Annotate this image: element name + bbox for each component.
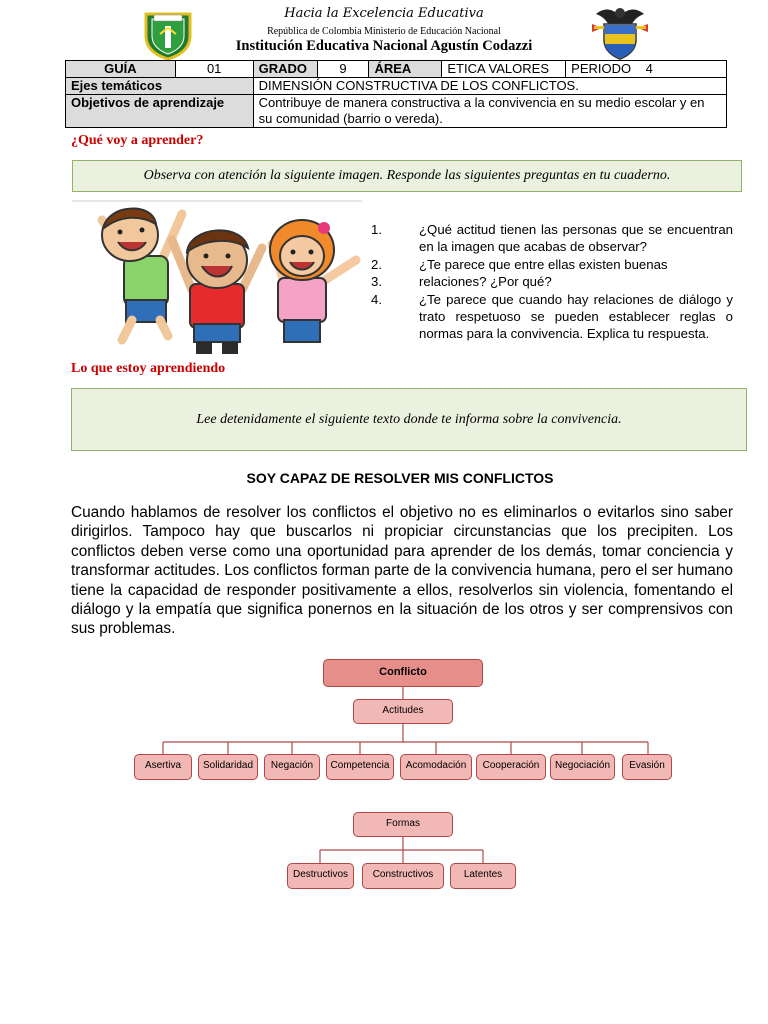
- article-title: SOY CAPAZ DE RESOLVER MIS CONFLICTOS: [246, 470, 554, 486]
- diagram-node-latentes: Latentes: [450, 863, 516, 889]
- guide-info-table: [65, 60, 727, 128]
- diagram-node-cooperacion: Cooperación: [476, 754, 546, 780]
- diagram-node-actitudes: Actitudes: [353, 699, 453, 724]
- questions-list: [371, 221, 733, 343]
- diagram-node-destructivos: Destructivos: [287, 863, 354, 889]
- diagram-node-solidaridad: Solidaridad: [198, 754, 258, 780]
- diagram-node-negacion: Negación: [264, 754, 320, 780]
- diagram-node-negociacion: Negociación: [550, 754, 615, 780]
- question-1: [371, 221, 733, 256]
- republic-ministry-line: República de Colombia Ministerio de Educación Nacional: [267, 26, 501, 37]
- guia-label: GUÍA: [66, 61, 176, 78]
- periodo-label: PERIODO: [571, 61, 632, 76]
- diagram-node-formas: Formas: [353, 812, 453, 837]
- question-text: ¿Te parece que entre ellas existen buenas: [419, 256, 668, 272]
- diagram-root-conflicto: Conflicto: [323, 659, 483, 687]
- objetivos-value: Contribuye de manera constructiva a la convivencia en su medio escolar y en su comunidad (barrio o vereda).: [253, 95, 726, 128]
- question-text: ¿Te parece que cuando hay relaciones de diálogo y trato respetuoso se pueden establecer reglas o normas para la convivencia. Explica tu respuesta.: [419, 291, 733, 342]
- ejes-value: DIMENSIÓN CONSTRUCTIVA DE LOS CONFLICTOS.: [253, 78, 726, 95]
- grado-label: GRADO: [253, 61, 317, 78]
- diagram-node-asertiva: Asertiva: [134, 754, 192, 780]
- diagram-node-evasion: Evasión: [622, 754, 672, 780]
- periodo-value: 4: [645, 61, 653, 76]
- question-number: 2.: [371, 256, 382, 272]
- diagram-node-acomodacion: Acomodación: [400, 754, 472, 780]
- article-body: Cuando hablamos de resolver los conflictos el objetivo no es eliminarlos o evitarlos sino saber dirigirlos. Tampoco hay que buscarlos ni propiciar circunstancias que los precipiten. Los conflictos deben verse como una oportunidad para aprender de los demás, tomar conciencia y transformar actitudes. Los conflictos forman parte de la convivencia humana, pero el ser humano tiene la capacidad de responder positivamente a ellos, resolverlos sin violencia, fomentando el diálogo y la empatía que significa ponernos en la situación de los otros y ser comprensivos con sus problemas.: [71, 504, 733, 638]
- section-heading-que-voy-a-aprender: ¿Qué voy a aprender?: [71, 133, 204, 148]
- instruction-box-read: Lee detenidamente el siguiente texto donde te informa sobre la convivencia.: [71, 388, 747, 451]
- happy-children-illustration: [72, 200, 362, 360]
- question-number: 4.: [371, 291, 382, 307]
- question-3: [371, 273, 733, 290]
- question-4: [371, 291, 733, 343]
- area-value: ETICA VALORES: [442, 61, 566, 78]
- question-text: ¿Qué actitud tienen las personas que se encuentran en la imagen que acabas de observar?: [419, 222, 733, 255]
- institution-name: Institución Educativa Nacional Agustín Codazzi: [235, 38, 533, 54]
- objetivos-label: Objetivos de aprendizaje: [66, 95, 254, 128]
- diagram-node-constructivos: Constructivos: [362, 863, 444, 889]
- grado-value: 9: [317, 61, 369, 78]
- question-number: 1.: [371, 222, 382, 237]
- periodo-cell: [566, 61, 727, 78]
- conflict-diagram: [0, 650, 768, 900]
- section-heading-lo-que-estoy-aprendiendo: Lo que estoy aprendiendo: [71, 361, 226, 376]
- question-number: 3.: [371, 274, 382, 290]
- school-motto: Hacia la Excelencia Educativa: [284, 6, 484, 21]
- guia-value: 01: [175, 61, 253, 78]
- question-text: relaciones? ¿Por qué?: [419, 274, 552, 290]
- ejes-label: Ejes temáticos: [66, 78, 254, 95]
- area-label: ÁREA: [369, 61, 442, 78]
- question-2: [371, 256, 733, 273]
- instruction-box-observe: Observa con atención la siguiente imagen. Responde las siguientes preguntas en tu cuaderno.: [72, 160, 742, 192]
- diagram-node-competencia: Competencia: [326, 754, 394, 780]
